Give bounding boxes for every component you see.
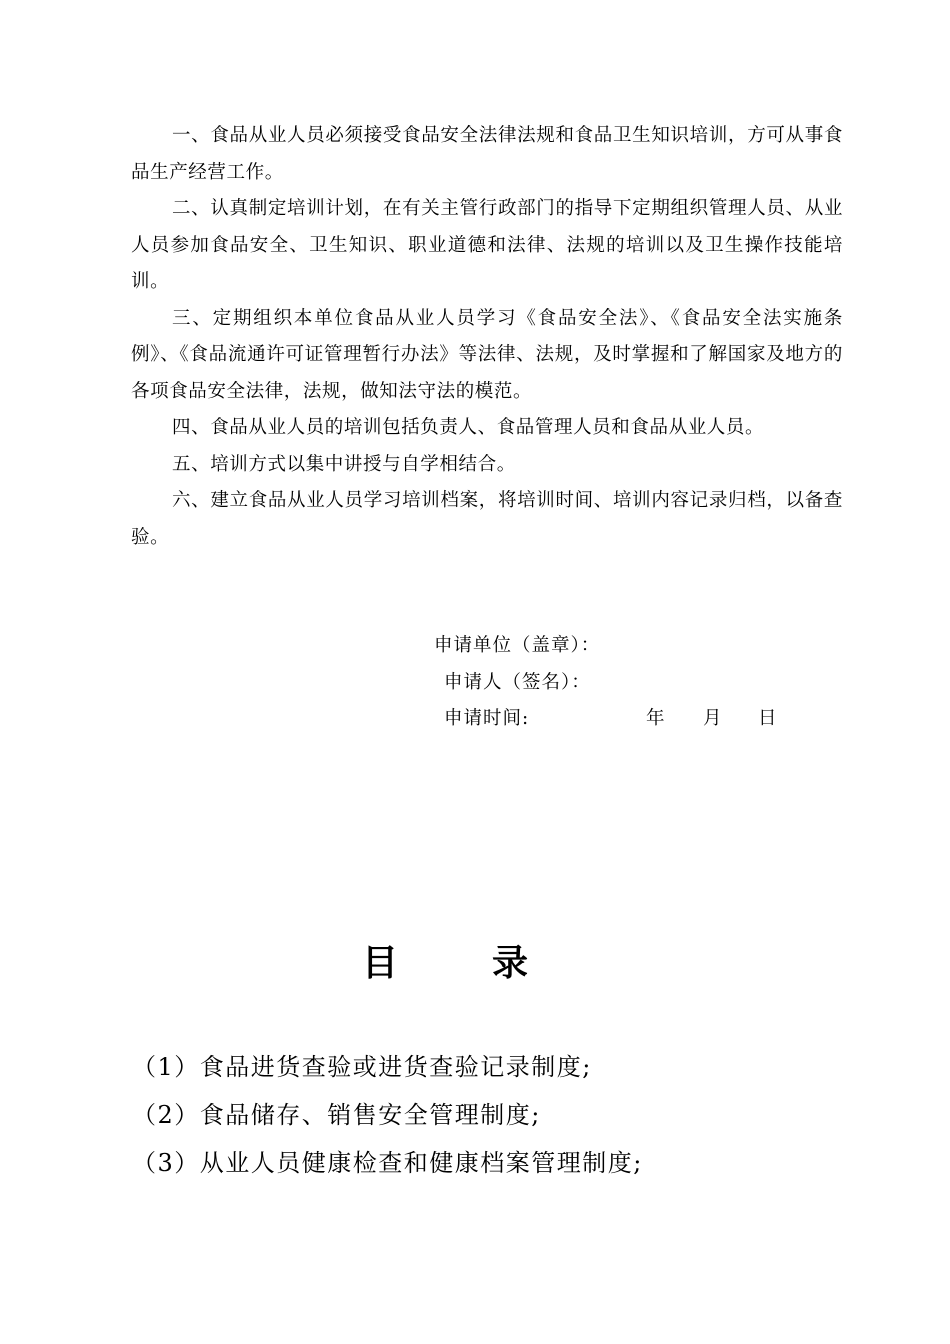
- toc-item: （2）食品储存、销售安全管理制度;: [132, 1101, 541, 1129]
- applicant-unit-label: 申请单位（盖章）：: [434, 635, 601, 656]
- date-day-label: 日: [758, 708, 777, 729]
- application-time-label: 申请时间:: [444, 708, 530, 729]
- rule-paragraph: 一、食品从业人员必须接受食品安全法律法规和食品卫生知识培训，方可从事食品生产经营工作。: [131, 125, 843, 183]
- toc-title-char: 录: [492, 943, 529, 984]
- applicant-person-label: 申请人（签名）：: [444, 672, 591, 693]
- rule-paragraph: 三、定期组织本单位食品从业人员学习《食品安全法》、《食品安全法实施条例》、《食品流通许可证管理暂行办法》等法律、法规，及时掌握和了解国家及地方的各项食品安全法律，法规，做知法守法的模范。: [131, 307, 843, 402]
- toc-list: [132, 1043, 643, 1187]
- rule-paragraph: 二、认真制定培训计划，在有关主管行政部门的指导下定期组织管理人员、从业人员参加食品安全、卫生知识、职业道德和法律、法规的培训以及卫生操作技能培训。: [131, 198, 843, 292]
- date-month-label: 月: [703, 708, 722, 729]
- date-year-label: 年: [646, 708, 665, 729]
- toc-item: （1）食品进货查验或进货查验记录制度;: [132, 1053, 592, 1081]
- toc-title-char: 目: [362, 943, 399, 984]
- rule-paragraph: 四、食品从业人员的培训包括负责人、食品管理人员和食品从业人员。: [172, 417, 765, 438]
- rule-paragraph: 六、建立食品从业人员学习培训档案，将培训时间、培训内容记录归档，以备查验。: [131, 490, 843, 548]
- toc-item: （3）从业人员健康检查和健康档案管理制度;: [132, 1149, 643, 1177]
- training-rules: [131, 118, 843, 556]
- toc-title: [362, 940, 528, 988]
- rule-paragraph: 五、培训方式以集中讲授与自学相结合。: [172, 453, 516, 475]
